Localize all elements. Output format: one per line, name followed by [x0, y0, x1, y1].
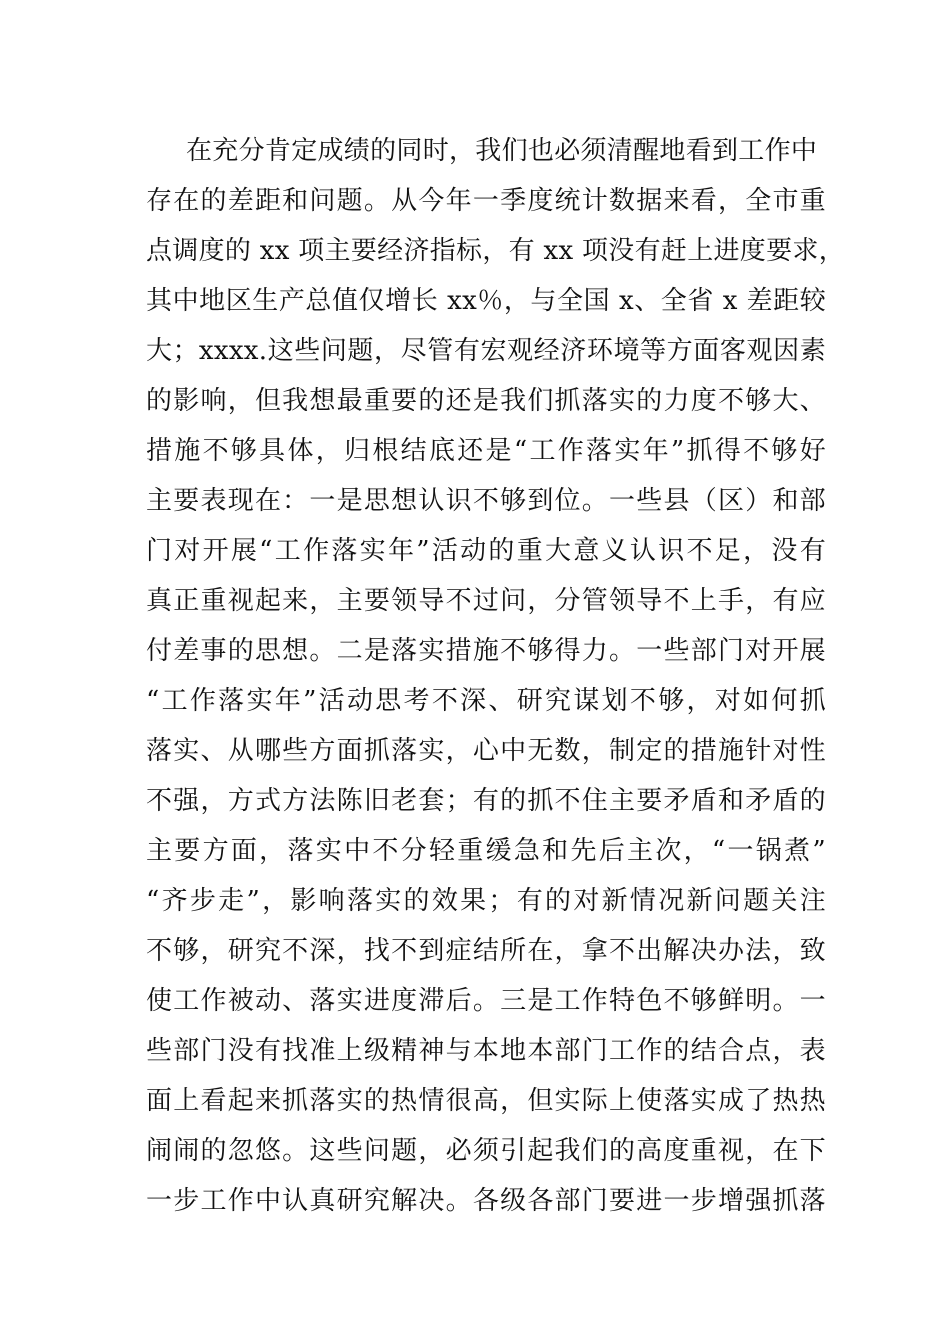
text-line: 主要方面，落实中不分轻重缓急和先后主次，“一锅煮”: [146, 836, 826, 866]
text-line: 一步工作中认真研究解决。各级各部门要进一步增强抓落: [146, 1186, 826, 1216]
text-line: “齐步走”，影响落实的效果；有的对新情况新问题关注: [146, 886, 826, 916]
body-paragraph: [146, 126, 846, 1226]
text-line: “工作落实年”活动思考不深、研究谋划不够，对如何抓: [146, 686, 826, 716]
text-line: 真正重视起来，主要领导不过问，分管领导不上手，有应: [146, 586, 826, 616]
text-line: 主要表现在：一是思想认识不够到位。一些县（区）和部: [146, 486, 826, 516]
text-line: 不强，方式方法陈旧老套；有的抓不住主要矛盾和矛盾的: [146, 786, 826, 816]
text-line: 点调度的 xx 项主要经济指标，有 xx 项没有赶上进度要求，: [146, 236, 846, 266]
text-line: 的影响，但我想最重要的还是我们抓落实的力度不够大、: [146, 386, 826, 416]
text-line: 些部门没有找准上级精神与本地本部门工作的结合点，表: [146, 1036, 826, 1066]
text-line: 付差事的思想。二是落实措施不够得力。一些部门对开展: [146, 636, 826, 666]
text-line: 大；xxxx.这些问题，尽管有宏观经济环境等方面客观因素: [146, 336, 826, 366]
text-line: 使工作被动、落实进度滞后。三是工作特色不够鲜明。一: [146, 986, 826, 1016]
text-line: 落实、从哪些方面抓落实，心中无数，制定的措施针对性: [146, 736, 826, 766]
text-line: 在充分肯定成绩的同时，我们也必须清醒地看到工作中: [186, 136, 818, 166]
text-line: 不够，研究不深，找不到症结所在，拿不出解决办法，致: [146, 936, 826, 966]
text-line: 其中地区生产总值仅增长 xx％，与全国 x、全省 x 差距较: [146, 286, 826, 316]
text-line: 存在的差距和问题。从今年一季度统计数据来看，全市重: [146, 186, 826, 216]
text-line: 面上看起来抓落实的热情很高，但实际上使落实成了热热: [146, 1086, 826, 1116]
text-line: 闹闹的忽悠。这些问题，必须引起我们的高度重视，在下: [146, 1136, 826, 1166]
text-line: 门对开展“工作落实年”活动的重大意义认识不足，没有: [146, 536, 826, 566]
text-line: 措施不够具体，归根结底还是“工作落实年”抓得不够好: [146, 436, 826, 466]
